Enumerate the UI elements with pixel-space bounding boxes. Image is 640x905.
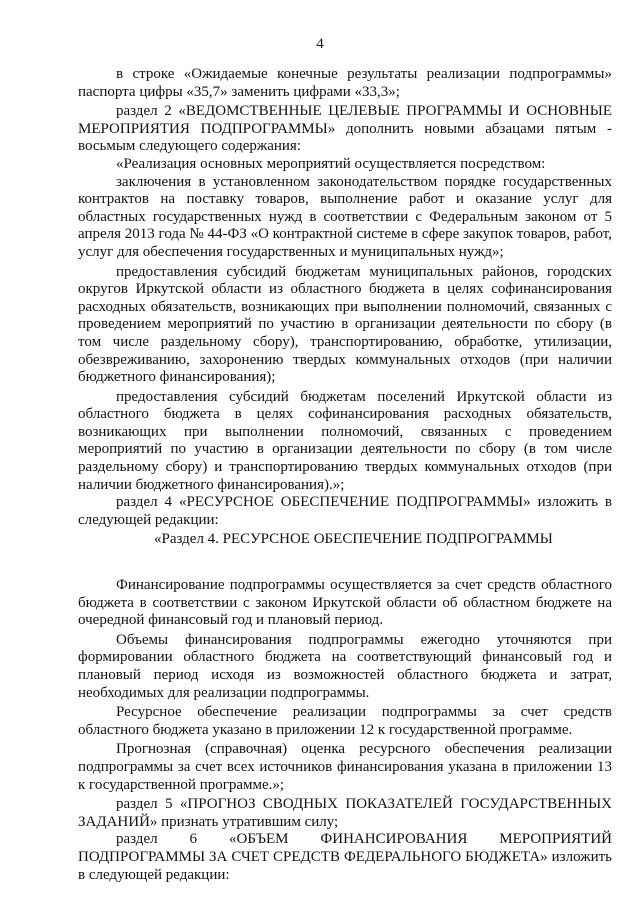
paragraph: в строке «Ожидаемые конечные результаты реализации подпрограммы» паспорта цифры «35,7» заменить цифрами «33,3»; bbox=[78, 66, 612, 100]
paragraph: раздел 4 «РЕСУРСНОЕ ОБЕСПЕЧЕНИЕ ПОДПРОГРАММЫ» изложить в следующей редакции: bbox=[78, 494, 612, 528]
document-body bbox=[78, 66, 612, 884]
paragraph: Ресурсное обеспечение реализации подпрограммы за счет средств областного бюджета указано в приложении 12 к государственной программе. bbox=[78, 704, 612, 738]
paragraph: Прогнозная (справочная) оценка ресурсного обеспечения реализации подпрограммы за счет всех источников финансирования указана в приложении 13 к государственной программе.»; bbox=[78, 741, 612, 793]
paragraph: раздел 2 «ВЕДОМСТВЕННЫЕ ЦЕЛЕВЫЕ ПРОГРАММЫ И ОСНОВНЫЕ МЕРОПРИЯТИЯ ПОДПРОГРАММЫ» дополнить новыми абзацами пятым - восьмым следующего содержания: bbox=[78, 103, 612, 155]
paragraph: Объемы финансирования подпрограммы ежегодно уточняются при формировании областного бюджета на соответствующий финансовый год и плановый период исходя из возможностей областного бюджета и затрат, необходимых для реализации подпрограммы. bbox=[78, 631, 612, 701]
paragraph: заключения в установленном законодательством порядке государственных контрактов на поставку товаров, выполнение работ и оказание услуг для областных государственных нужд в соответствии с Федеральным законом от 5 апреля 2013 года № 44-ФЗ «О контрактной системе в сфере закупок товаров, работ, услуг для обеспечения государственных и муниципальных нужд»; bbox=[78, 173, 612, 260]
paragraph: «Реализация основных мероприятий осуществляется посредством: bbox=[116, 155, 546, 172]
paragraph: раздел 5 «ПРОГНОЗ СВОДНЫХ ПОКАЗАТЕЛЕЙ ГОСУДАРСТВЕННЫХ ЗАДАНИЙ» признать утратившим силу; bbox=[78, 796, 612, 830]
paragraph: предоставления субсидий бюджетам муниципальных районов, городских округов Иркутской области из областного бюджета в целях софинансирования расходных обязательств, возникающих при выполнении полномочий, связанных с проведением мероприятий по участию в организации деятельности по сбору (в том числе раздельному сбору), транспортированию, обработке, утилизации, обезвреживанию, захоронению твердых коммунальных отходов (при наличии бюджетного финансирования); bbox=[78, 263, 612, 386]
page-number: 4 bbox=[316, 36, 324, 52]
paragraph: Финансирование подпрограммы осуществляется за счет средств областного бюджета в соответствии с законом Иркутской области об областном бюджете на очередной финансовый год и плановый период. bbox=[78, 577, 612, 629]
section-heading: «Раздел 4. РЕСУРСНОЕ ОБЕСПЕЧЕНИЕ ПОДПРОГРАММЫ bbox=[154, 531, 553, 548]
paragraph: предоставления субсидий бюджетам поселений Иркутской области из областного бюджета в целях софинансирования расходных обязательств, возникающих при выполнении полномочий, связанных с проведением мероприятий по участию в организации деятельности по сбору (в том числе раздельному сбору) и транспортированию твердых коммунальных отходов (при наличии бюджетного финансирования).»; bbox=[78, 388, 612, 493]
paragraph: раздел 6 «ОБЪЕМ ФИНАНСИРОВАНИЯ МЕРОПРИЯТИЙ ПОДПРОГРАММЫ ЗА СЧЕТ СРЕДСТВ ФЕДЕРАЛЬНОГО БЮДЖЕТА» изложить в следующей редакции: bbox=[78, 831, 612, 883]
